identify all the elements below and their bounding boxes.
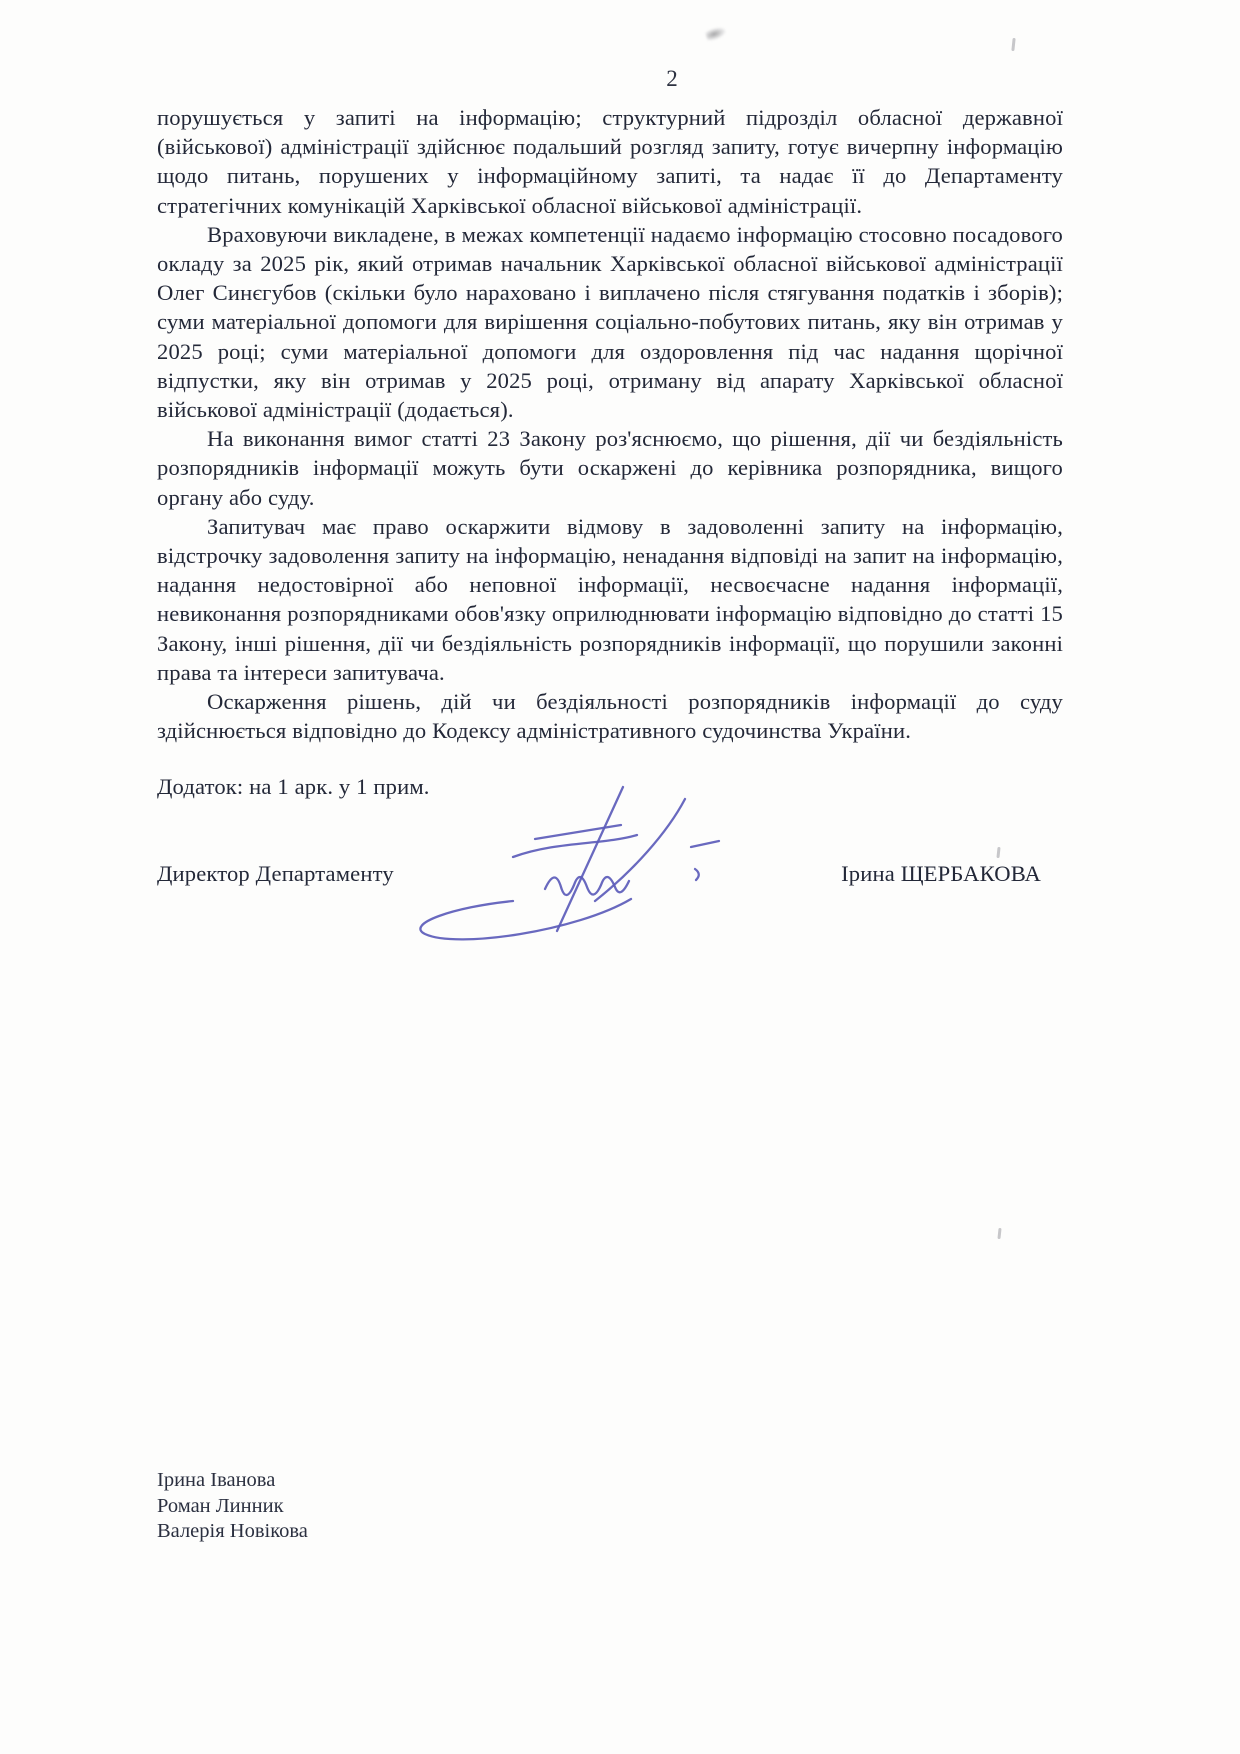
- footer-names-list: [157, 1468, 308, 1545]
- paragraph-article-23: На виконання вимог статті 23 Закону роз'яснюємо, що рішення, дії чи бездіяльність розпорядників інформації можуть бути оскаржені до керівника розпорядника, вищого органу або суду.: [157, 426, 1063, 510]
- scan-smudge-artifact: [705, 25, 727, 42]
- paragraph-court-appeal: Оскарження рішень, дій чи бездіяльності розпорядників інформації до суду здійснюється відповідно до Кодексу адміністративного судочинства України.: [157, 689, 1063, 744]
- letter-body: [157, 103, 1063, 888]
- paragraph-appeal-rights: Запитувач має право оскаржити відмову в задоволенні запиту на інформацію, відстрочку задоволення запиту на інформацію, ненадання відповіді на запит на інформацію, надання недостовірної або неповної інформації, несвоєчасне надання інформації, невиконання розпорядниками обов'язку оприлюднювати інформацію відповідно до статті 15 Закону, інші рішення, дії чи бездіяльність розпорядників інформації, що порушили законні права та інтереси запитувача.: [157, 513, 1063, 685]
- page-number: 2: [666, 66, 678, 91]
- signatory-name: Ірина ЩЕРБАКОВА: [841, 860, 1041, 886]
- scan-edge-artifact: [997, 1228, 1001, 1239]
- footer-name: Роман Линник: [157, 1494, 284, 1517]
- handwritten-signature: [395, 781, 731, 949]
- footer-name: Валерія Новікова: [157, 1520, 308, 1542]
- footer-name: Ірина Іванова: [157, 1469, 276, 1491]
- paragraph-salary-info: Враховуючи викладене, в межах компетенції надаємо інформацію стосовно посадового окладу за 2025 рік, який отримав начальник Харківської обласної військової адміністрації Олег Синєгубов (скільки було нараховано і виплачено після стягування податків і зборів); суми матеріальної допомоги для вирішення соціально-побутових питань, яку він отримав у 2025 році; суми матеріальної допомоги для оздоровлення під час надання щорічної відпустки, яку він отримав у 2025 році, отриману від апарату Харківської обласної військової адміністрації (додається).: [157, 221, 1063, 423]
- signature-block: [157, 859, 1063, 888]
- paragraph-continuation: порушується у запиті на інформацію; структурний підрозділ обласної державної (військової) адміністрації здійснює подальший розгляд запиту, готує вичерпну інформацію щодо питань, порушених у інформаційному запиті, та надає її до Департаменту стратегічних комунікацій Харківської обласної військової адміністрації.: [157, 105, 1063, 218]
- scan-edge-artifact: [1011, 38, 1015, 51]
- signatory-title: Директор Департаменту: [157, 860, 394, 886]
- attachment-note: Додаток: на 1 арк. у 1 прим.: [157, 774, 430, 800]
